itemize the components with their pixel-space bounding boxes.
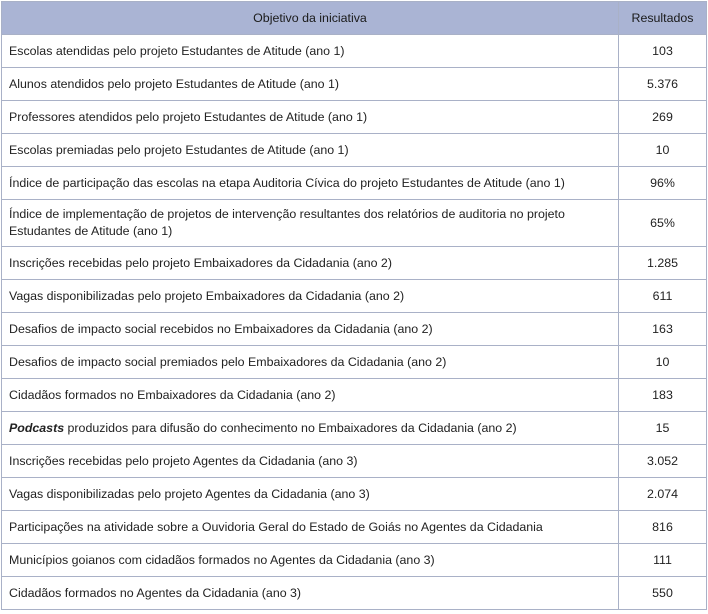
table-row <box>2 247 707 280</box>
results-table <box>1 1 707 610</box>
table-row <box>2 134 707 167</box>
objective-cell: Municípios goianos com cidadãos formados no Agentes da Cidadania (ano 3) <box>2 544 619 577</box>
result-cell: 15 <box>619 412 707 445</box>
table-row <box>2 200 707 247</box>
table-row <box>2 412 707 445</box>
table-row <box>2 544 707 577</box>
objective-cell: Cidadãos formados no Embaixadores da Cidadania (ano 2) <box>2 379 619 412</box>
table-row <box>2 346 707 379</box>
table-row <box>2 577 707 610</box>
objective-cell: Vagas disponibilizadas pelo projeto Embaixadores da Cidadania (ano 2) <box>2 280 619 313</box>
result-cell: 96% <box>619 167 707 200</box>
objective-cell: Escolas premiadas pelo projeto Estudantes de Atitude (ano 1) <box>2 134 619 167</box>
table-row <box>2 280 707 313</box>
header-objective: Objetivo da iniciativa <box>2 2 619 35</box>
objective-cell: Inscrições recebidas pelo projeto Embaixadores da Cidadania (ano 2) <box>2 247 619 280</box>
result-cell: 65% <box>619 200 707 247</box>
result-cell: 111 <box>619 544 707 577</box>
table-row <box>2 35 707 68</box>
objective-cell: Desafios de impacto social premiados pelo Embaixadores da Cidadania (ano 2) <box>2 346 619 379</box>
results-table-container <box>1 1 707 610</box>
result-cell: 1.285 <box>619 247 707 280</box>
header-results: Resultados <box>619 2 707 35</box>
result-cell: 816 <box>619 511 707 544</box>
result-cell: 183 <box>619 379 707 412</box>
objective-cell: Vagas disponibilizadas pelo projeto Agentes da Cidadania (ano 3) <box>2 478 619 511</box>
table-row <box>2 379 707 412</box>
result-cell: 550 <box>619 577 707 610</box>
result-cell: 611 <box>619 280 707 313</box>
objective-cell: Desafios de impacto social recebidos no Embaixadores da Cidadania (ano 2) <box>2 313 619 346</box>
objective-cell: Escolas atendidas pelo projeto Estudantes de Atitude (ano 1) <box>2 35 619 68</box>
objective-cell: Inscrições recebidas pelo projeto Agentes da Cidadania (ano 3) <box>2 445 619 478</box>
objective-cell: Participações na atividade sobre a Ouvidoria Geral do Estado de Goiás no Agentes da Cidadania <box>2 511 619 544</box>
result-cell: 163 <box>619 313 707 346</box>
objective-cell: Alunos atendidos pelo projeto Estudantes de Atitude (ano 1) <box>2 68 619 101</box>
objective-cell: Índice de participação das escolas na etapa Auditoria Cívica do projeto Estudantes de Atitude (ano 1) <box>2 167 619 200</box>
objective-text: produzidos para difusão do conhecimento no Embaixadores da Cidadania (ano 2) <box>64 420 517 435</box>
result-cell: 10 <box>619 134 707 167</box>
table-body <box>2 35 707 610</box>
table-row <box>2 313 707 346</box>
table-row <box>2 167 707 200</box>
result-cell: 2.074 <box>619 478 707 511</box>
result-cell: 3.052 <box>619 445 707 478</box>
objective-cell: Cidadãos formados no Agentes da Cidadania (ano 3) <box>2 577 619 610</box>
result-cell: 10 <box>619 346 707 379</box>
objective-emphasis: Podcasts <box>9 420 65 435</box>
table-row <box>2 101 707 134</box>
table-header <box>2 2 707 35</box>
objective-cell <box>2 412 619 445</box>
table-row <box>2 445 707 478</box>
table-row <box>2 478 707 511</box>
objective-cell: Índice de implementação de projetos de intervenção resultantes dos relatórios de auditoria no projeto Estudantes de Atitude (ano 1) <box>2 200 619 247</box>
table-row <box>2 68 707 101</box>
result-cell: 269 <box>619 101 707 134</box>
objective-cell: Professores atendidos pelo projeto Estudantes de Atitude (ano 1) <box>2 101 619 134</box>
table-row <box>2 511 707 544</box>
result-cell: 5.376 <box>619 68 707 101</box>
result-cell: 103 <box>619 35 707 68</box>
header-row <box>2 2 707 35</box>
